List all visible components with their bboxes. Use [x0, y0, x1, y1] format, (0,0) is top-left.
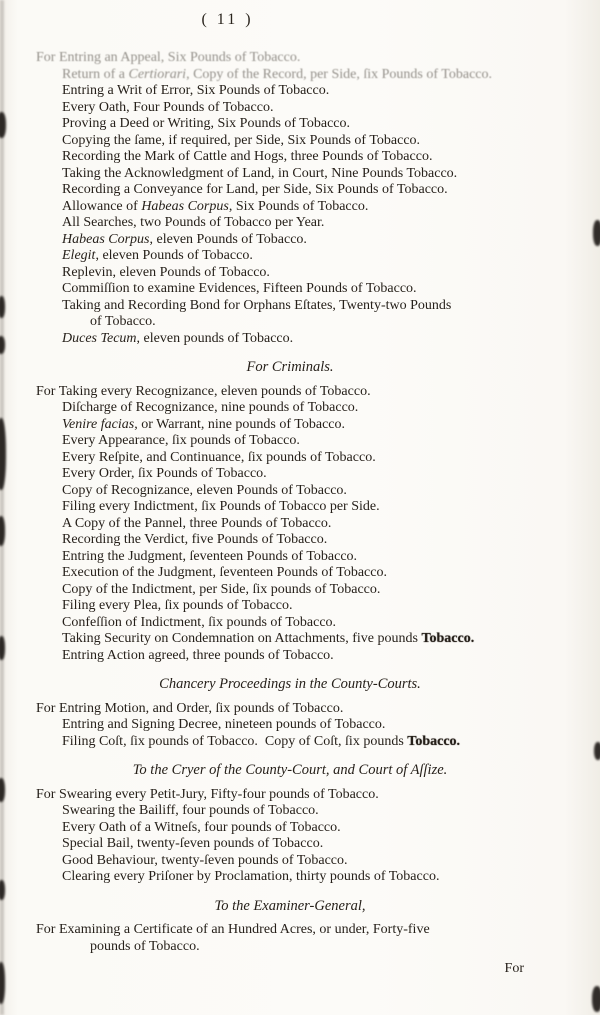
fee-text: , Copy of the Record, per Side, ſix Pounds of Tobacco.: [186, 66, 492, 82]
fee-text: , eleven Pounds of Tobacco.: [149, 231, 307, 247]
fee-line: [0, 565, 600, 582]
page-number: ( 11 ): [201, 11, 254, 28]
fee-line: [0, 100, 600, 117]
fee-line: [0, 803, 600, 820]
fee-text: Special Bail, twenty-ſeven pounds of Tobacco.: [62, 836, 324, 851]
fee-line: [0, 922, 600, 939]
fee-line: [0, 50, 600, 67]
section-heading: To the Cryer of the County-Court, and Court of Aſſize.: [132, 762, 448, 778]
fee-text: Entring Action agreed, three pounds of Tobacco.: [62, 647, 334, 663]
fee-line: [0, 483, 600, 500]
fee-text: Clearing every Priſoner by Proclamation, thirty pounds of Tobacco.: [62, 869, 440, 884]
fee-line: [0, 499, 600, 516]
fee-section: [0, 676, 600, 750]
fee-section: [0, 359, 600, 664]
fee-text: Copy of Recognizance, eleven Pounds of Tobacco.: [62, 482, 347, 498]
fee-text: Copy of the Indictment, per Side, ſix pounds of Tobacco.: [62, 581, 381, 597]
fee-line: [0, 532, 600, 549]
fee-line: [0, 853, 600, 870]
fee-text: All Searches, two Pounds of Tobacco per Year.: [62, 215, 325, 230]
fee-text: Entring a Writ of Error, Six Pounds of Tobacco.: [62, 83, 330, 98]
fee-text: Every Oath of a Witneſs, four pounds of Tobacco.: [62, 819, 341, 835]
fee-text: Allowance of: [62, 198, 142, 214]
fee-line: [0, 598, 600, 615]
fee-line: [0, 248, 600, 265]
fee-text: Every Oath, Four Pounds of Tobacco.: [62, 99, 274, 115]
fee-text: For Entring an Appeal, Six Pounds of Tobacco.: [36, 50, 301, 65]
fee-line: [0, 232, 600, 249]
fee-text: Execution of the Judgment, ſeventeen Pounds of Tobacco.: [62, 565, 387, 580]
catchword: For: [504, 961, 524, 976]
fee-text: Filing every Indictment, ſix Pounds of Tobacco per Side.: [62, 499, 380, 514]
scan-artifact-right: [592, 986, 600, 1012]
fee-line: [0, 417, 600, 434]
fee-section: [0, 50, 600, 347]
fee-line: [0, 648, 600, 665]
fee-line: [0, 549, 600, 566]
fee-line: [0, 734, 600, 751]
fee-text: Replevin, eleven Pounds of Tobacco.: [62, 264, 270, 280]
fee-line: [0, 199, 600, 216]
fee-line: [0, 631, 600, 648]
smudged-text: Tobacco.: [407, 733, 461, 749]
fee-text: , Six Pounds of Tobacco.: [228, 198, 369, 214]
fee-text: Swearing the Bailiff, four pounds of Tobacco.: [62, 803, 319, 818]
fee-line: [0, 516, 600, 533]
fee-text: Return of a: [62, 66, 129, 82]
fee-line: [0, 939, 600, 956]
latin-term: Certiorari: [128, 66, 187, 82]
fee-text: , or Warrant, nine pounds of Tobacco.: [134, 416, 346, 432]
fee-text: For Examining a Certificate of an Hundred Acres, or under, Forty-five: [36, 922, 430, 937]
fee-text: Every Reſpite, and Continuance, ſix pounds of Tobacco.: [62, 449, 376, 465]
fee-line: [0, 433, 600, 450]
fee-text: For Swearing every Petit-Jury, Fifty-four pounds of Tobacco.: [36, 786, 379, 802]
fee-line: [0, 133, 600, 150]
fee-line: [0, 215, 600, 232]
fee-line: [0, 836, 600, 853]
fee-text: For Taking every Recognizance, eleven pounds of Tobacco.: [36, 383, 371, 399]
fee-line: [0, 298, 600, 315]
fee-line: [0, 182, 600, 199]
fee-text: Confeſſion of Indictment, ſix pounds of Tobacco.: [62, 614, 337, 630]
section-heading: For Criminals.: [246, 359, 334, 375]
latin-term: Duces Tecum: [62, 330, 137, 346]
fee-text: Recording a Conveyance for Land, per Side, Six Pounds of Tobacco.: [62, 182, 448, 197]
fee-text: Filing every Plea, ſix pounds of Tobacco.: [62, 598, 293, 613]
fee-text: Diſcharge of Recognizance, nine pounds of Tobacco.: [62, 400, 359, 415]
fee-text: , eleven pounds of Tobacco.: [136, 330, 294, 346]
fee-line: [0, 83, 600, 100]
latin-term: Habeas Corpus: [62, 231, 150, 247]
fee-line: [0, 67, 600, 84]
fee-line: [0, 384, 600, 401]
fee-line: [0, 331, 600, 348]
latin-term: Habeas Corpus: [141, 198, 229, 214]
fee-text: Every Order, ſix Pounds of Tobacco.: [62, 466, 267, 481]
section-heading: Chancery Proceedings in the County-Courts.: [159, 676, 421, 692]
fee-line: [0, 400, 600, 417]
fee-text: For Entring Motion, and Order, ſix pounds of Tobacco.: [36, 700, 344, 716]
fee-schedule: [0, 50, 600, 978]
fee-text: Every Appearance, ſix pounds of Tobacco.: [62, 433, 300, 448]
fee-line: [0, 466, 600, 483]
fee-section: [0, 898, 600, 956]
fee-line: [0, 869, 600, 886]
fee-text: A Copy of the Pannel, three Pounds of Tobacco.: [62, 515, 332, 531]
fee-line: [0, 582, 600, 599]
fee-text: Commiſſion to examine Evidences, Fifteen Pounds of Tobacco.: [62, 281, 417, 296]
fee-text: Recording the Verdict, five Pounds of Tobacco.: [62, 532, 328, 547]
fee-line: [0, 450, 600, 467]
fee-text: of Tobacco.: [90, 314, 156, 329]
fee-line: [0, 615, 600, 632]
fee-text: Copying the ſame, if required, per Side, Six Pounds of Tobacco.: [62, 132, 421, 148]
fee-line: [0, 701, 600, 718]
fee-line: [0, 281, 600, 298]
fee-text: Taking Security on Condemnation on Attachments, five pounds: [62, 631, 422, 646]
fee-line: [0, 820, 600, 837]
fee-text: Entring and Signing Decree, nineteen pounds of Tobacco.: [62, 717, 386, 732]
fee-text: Good Behaviour, twenty-ſeven pounds of Tobacco.: [62, 852, 348, 868]
fee-line: [0, 166, 600, 183]
fee-section: [0, 762, 600, 886]
latin-term: Venire facias: [62, 416, 135, 432]
fee-text: Filing Coſt, ſix pounds of Tobacco. Copy of Coſt, ſix pounds: [62, 733, 408, 749]
fee-text: pounds of Tobacco.: [90, 938, 200, 954]
latin-term: Elegit: [62, 248, 96, 263]
fee-text: Taking the Acknowledgment of Land, in Court, Nine Pounds Tobacco.: [62, 165, 458, 181]
fee-text: Taking and Recording Bond for Orphans Eſtates, Twenty-two Pounds: [62, 297, 452, 313]
fee-line: [0, 787, 600, 804]
fee-line: [0, 314, 600, 331]
section-heading: To the Examiner-General,: [214, 897, 366, 914]
fee-text: , eleven Pounds of Tobacco.: [95, 248, 253, 263]
smudged-text: Tobacco.: [421, 631, 475, 646]
fee-text: Proving a Deed or Writing, Six Pounds of Tobacco.: [62, 116, 351, 131]
fee-line: [0, 717, 600, 734]
fee-line: [0, 149, 600, 166]
fee-line: [0, 116, 600, 133]
fee-line: [0, 265, 600, 282]
fee-text: Recording the Mark of Cattle and Hogs, three Pounds of Tobacco.: [62, 149, 433, 164]
fee-text: Entring the Judgment, ſeventeen Pounds of Tobacco.: [62, 548, 358, 564]
